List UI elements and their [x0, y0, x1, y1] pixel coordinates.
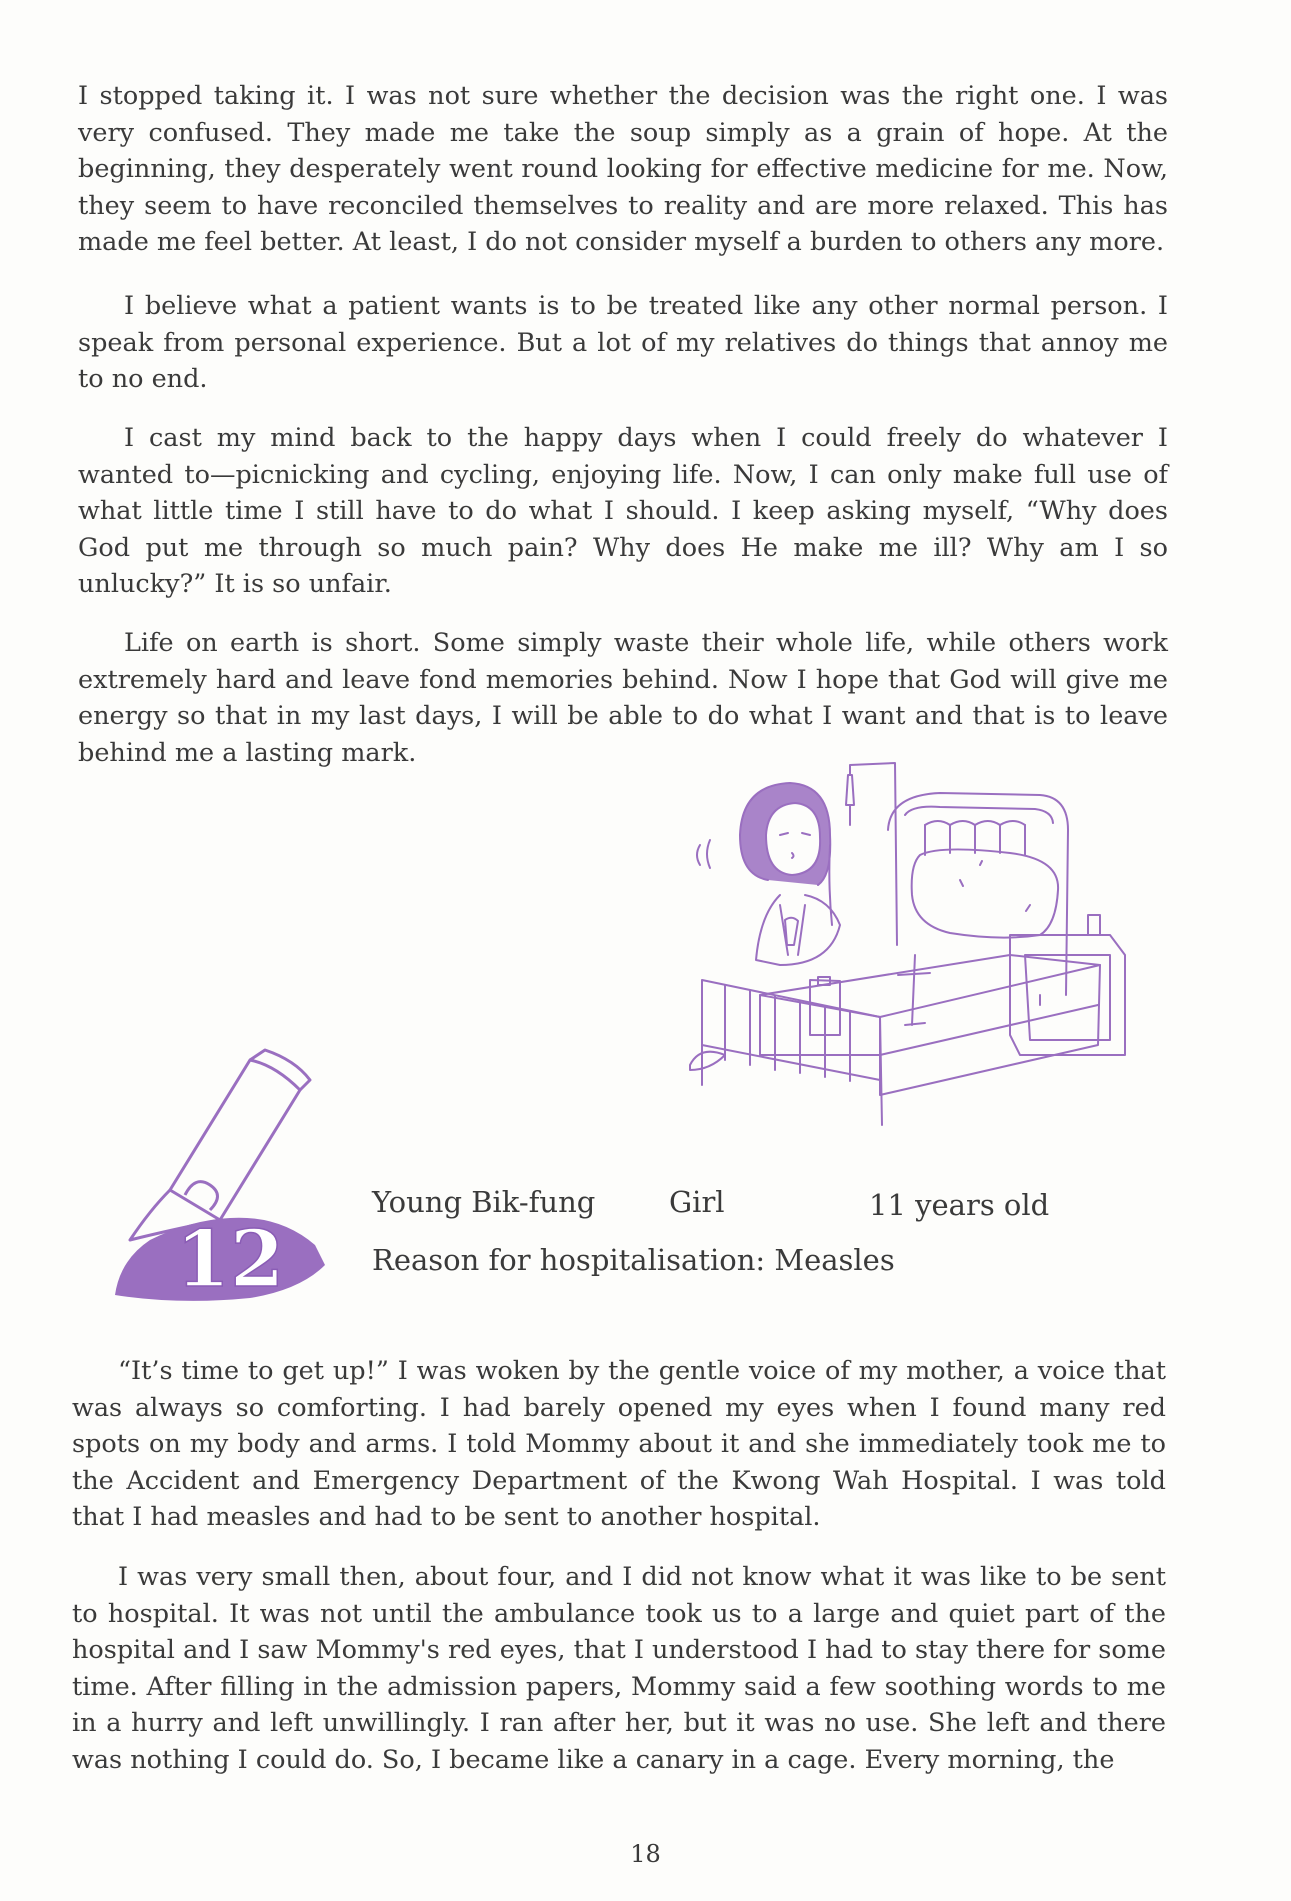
page-number: 18	[630, 1840, 661, 1868]
paragraph: I believe what a patient wants is to be treated like any other normal person. I speak from personal experience. But a lot of my relatives do things that annoy me to no end.	[78, 291, 1168, 394]
paragraph: “It’s time to get up!” I was woken by the gentle voice of my mother, a voice that was always so comforting. I had barely opened my eyes when I found many red spots on my body and arms. I told Mommy about it and she immediately took me to the Accident and Emergency Department of the Kwong Wah Hospital. I was told that I had measles and had to be sent to another hospital.	[72, 1356, 1166, 1532]
pencil-number-emblem	[110, 1040, 340, 1310]
paragraph: I cast my mind back to the happy days when I could freely do whatever I wanted to—picnicking and cycling, enjoying life. Now, I can only make full use of what little time I still have to do what I should. I keep asking myself, “Why does God put me through so much pain? Why does He make me ill? Why am I so unlucky?” It is so unfair.	[78, 423, 1168, 599]
story-number: 12	[175, 1214, 285, 1305]
narrator-age: 11 years old	[869, 1188, 1050, 1222]
girl-in-hospital-bed-illustration	[680, 755, 1150, 1145]
narrator-name: Young Bik-fung	[372, 1185, 596, 1219]
narrator-gender: Girl	[669, 1185, 725, 1219]
hospitalisation-reason: Reason for hospitalisation: Measles	[372, 1243, 895, 1277]
paragraph: I was very small then, about four, and I did not know what it was like to be sent to hospital. It was not until the ambulance took us to a large and quiet part of the hospital and I saw Mommy's red eyes, that I understood I had to stay there for some time. After filling in the admission papers, Mommy said a few soothing words to me in a hurry and left unwillingly. I ran after her, but it was no use. She left and there was nothing I could do. So, I became like a canary in a cage. Every morning, the	[72, 1562, 1166, 1775]
paragraph: I stopped taking it. I was not sure whether the decision was the right one. I was very confused. They made me take the soup simply as a grain of hope. At the beginning, they desperately went round looking for effective medicine for me. Now, they seem to have reconciled themselves to reality and are more relaxed. This has made me feel better. At least, I do not consider myself a burden to others any more.	[78, 81, 1168, 257]
paragraph: Life on earth is short. Some simply waste their whole life, while others work extremely hard and leave fond memories behind. Now I hope that God will give me energy so that in my last days, I will be able to do what I want and that is to leave behind me a lasting mark.	[78, 628, 1168, 768]
